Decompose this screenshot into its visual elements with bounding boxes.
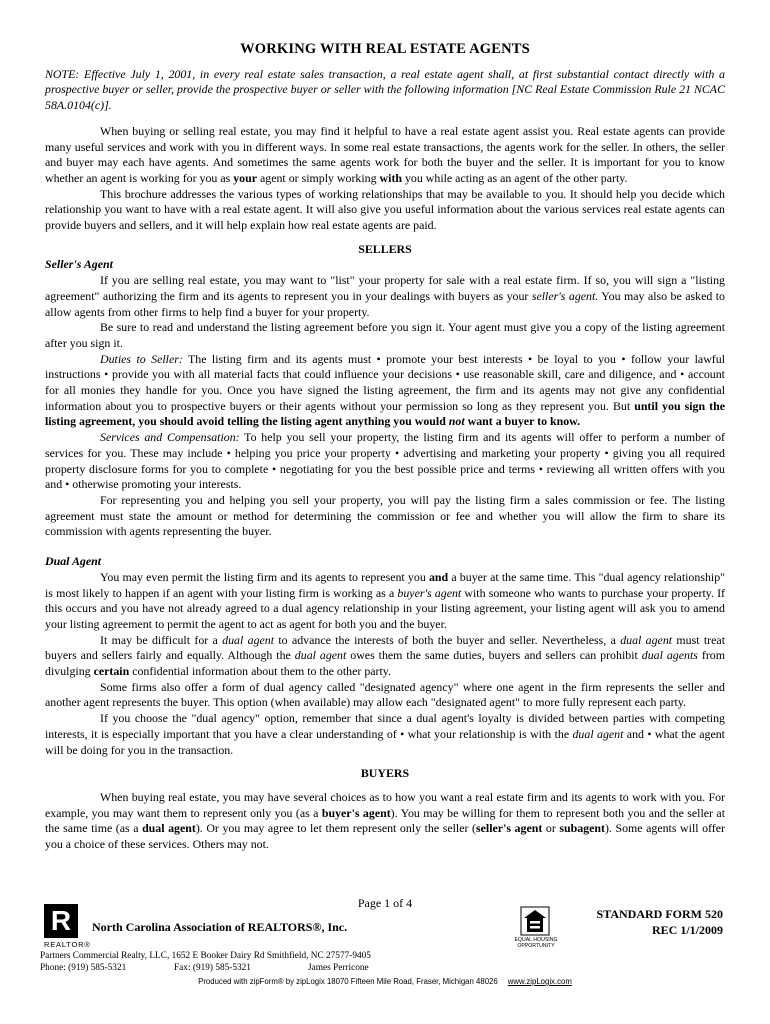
sellers-paragraph-1: If you are selling real estate, you may want to "list" your property for sale with a real estate firm. If so, you will sign a "listing agreement" authorizing the firm and its agents to represent you in your dealings with buyers as your seller's agent. You may also be asked to allow agents from other firms to help find a buyer for your property. [45,273,726,319]
broker-info [40,950,371,974]
duties-to-seller-paragraph: Duties to Seller: The listing firm and its agents must • promote your best interests • be loyal to you • follow your lawful instructions • provide you with all material facts that could influence your decisions • use reasonable skill, care and diligence, and • account for all monies they handle for you. Once you have signed the listing agreement, the firm and its agents may not give any confidential information about you to prospective buyers or their agents without your permission so long as they represent you. But until you sign the listing agreement, you should avoid telling the listing agent anything you would not want a buyer to know. [45,351,725,429]
equal-housing-icon [520,906,550,936]
realtor-wordmark: REALTOR® [44,940,91,949]
dual-agent-heading: Dual Agent [45,554,102,569]
realtor-logo-icon: R [44,904,78,938]
dual-paragraph-1: You may even permit the listing firm and its agents to represent you and a buyer at the same time. This "dual agency relationship" is most likely to happen if an agent with your listing firm is working as a buyer's agent with someone who wants to purchase your property. If this occurs and you have not already agreed to a dual agency relationship in your listing agreement, your listing agent will ask you to amend your listing agreement to permit the agent to act as agent for both you and the buyer. [45,569,726,631]
agent-name: James Perricone [308,963,369,973]
equal-housing-text: EQUAL HOUSING OPPORTUNITY [514,937,558,949]
sellers-agent-heading: Seller's Agent [45,257,113,272]
form-identifier [597,906,723,938]
produced-with-line [0,977,770,986]
broker-address: Partners Commercial Realty, LLC, 1652 E Booker Dairy Rd Smithfield, NC 27577-9405 [40,951,371,961]
buyers-heading: BUYERS [360,766,410,781]
intro-paragraph-2: This brochure addresses the various types of working relationships that may be available to you. It should help you decide which relationship you want to have with a real estate agent. It will also give you useful information about the various services real estate agents can provide buyers and sellers, and it will help explain how real estate agents are paid. [45,186,725,233]
commission-paragraph: For representing you and helping you sell your property, you will pay the listing firm a sales commission or fee. The listing agreement must state the amount or method for determining the commission or fee and whether you will allow the firm to share its commission with agents representing the buyer. [45,492,725,539]
association-name: North Carolina Association of REALTORS®, Inc. [92,920,348,934]
dual-paragraph-3: Some firms also offer a form of dual agency called "designated agency" where one agent in the firm represents the seller and another agent represents the buyer. This option (when available) may allow each "designated agent" to more fully represent each party. [45,679,725,710]
form-name: STANDARD FORM 520 [596,907,723,921]
broker-phone: Phone: (919) 585-5321 [40,963,127,973]
page-number: Page 1 of 4 [357,896,413,910]
buyers-paragraph-1: When buying real estate, you may have several choices as to how you want a real estate firm and its agents to work with you. For example, you may want them to represent only you (as a buyer's agent). You may be willing for them to represent both you and the seller at the same time (as a dual agent). Or you may agree to let them represent only the seller (seller's agent or subagent). Some agents will offer you a choice of these services. Others may not. [45,789,726,852]
note-paragraph: NOTE: Effective July 1, 2001, in every real estate sales transaction, a real estate agent shall, at first substantial contact directly with a prospective buyer or seller, provide the prospective buyer or seller with the following information [NC Real Estate Commission Rule 21 NCAC 58A.0104(c)]. [45,66,726,113]
broker-fax: Fax: (919) 585-5321 [174,963,251,973]
dual-paragraph-2: It may be difficult for a dual agent to advance the interests of both the buyer and seller. Nevertheless, a dual agent must treat buyers and sellers fairly and equally. Although the dual agent owes them the same duties, buyers and sellers can prohibit dual agents from divulging certain confidential information about them to the other party. [45,632,725,679]
dual-paragraph-4: If you choose the "dual agency" option, remember that since a dual agent's loyalty is divided between parties with competing interests, it is especially important that you have a clear understanding of • what your relationship is with the dual agent and • what the agent will be doing for you in the transaction. [45,711,725,757]
services-compensation-paragraph: Services and Compensation: To help you sell your property, the listing firm and its agents will offer to perform a number of services for you. These may include • helping you price your property • advertising and marketing your property • giving you all required property disclosure forms for you to complete • negotiating for you the best possible price and terms • reviewing all written offers with you and • otherwise promoting your interests. [45,430,725,492]
produced-text: Produced with zipForm® by zipLogix 18070 Fifteen Mile Road, Fraser, Michigan 48026 [198,977,498,986]
intro-paragraph-1: When buying or selling real estate, you may find it helpful to have a real estate agent assist you. Real estate agents can provide many useful services and work with you in different ways. In some real estate transactions, the agents work for the seller. In others, the seller and buyer may each have agents. And sometimes the same agents work for both the buyer and the seller. It is important for you to know whether an agent is working for you as your agent or simply working with you while acting as an agent of the other party. [45,123,725,185]
form-revision: REC 1/1/2009 [651,923,723,937]
ziplogix-link[interactable]: www.zipLogix.com [507,977,572,986]
broker-contact-row [40,962,371,974]
document-body [45,42,725,853]
sellers-paragraph-2: Be sure to read and understand the listing agreement before you sign it. Your agent must give you a copy of the listing agreement after you sign it. [45,320,725,350]
sellers-heading: SELLERS [358,241,412,256]
document-title: WORKING WITH REAL ESTATE AGENTS [240,41,530,57]
